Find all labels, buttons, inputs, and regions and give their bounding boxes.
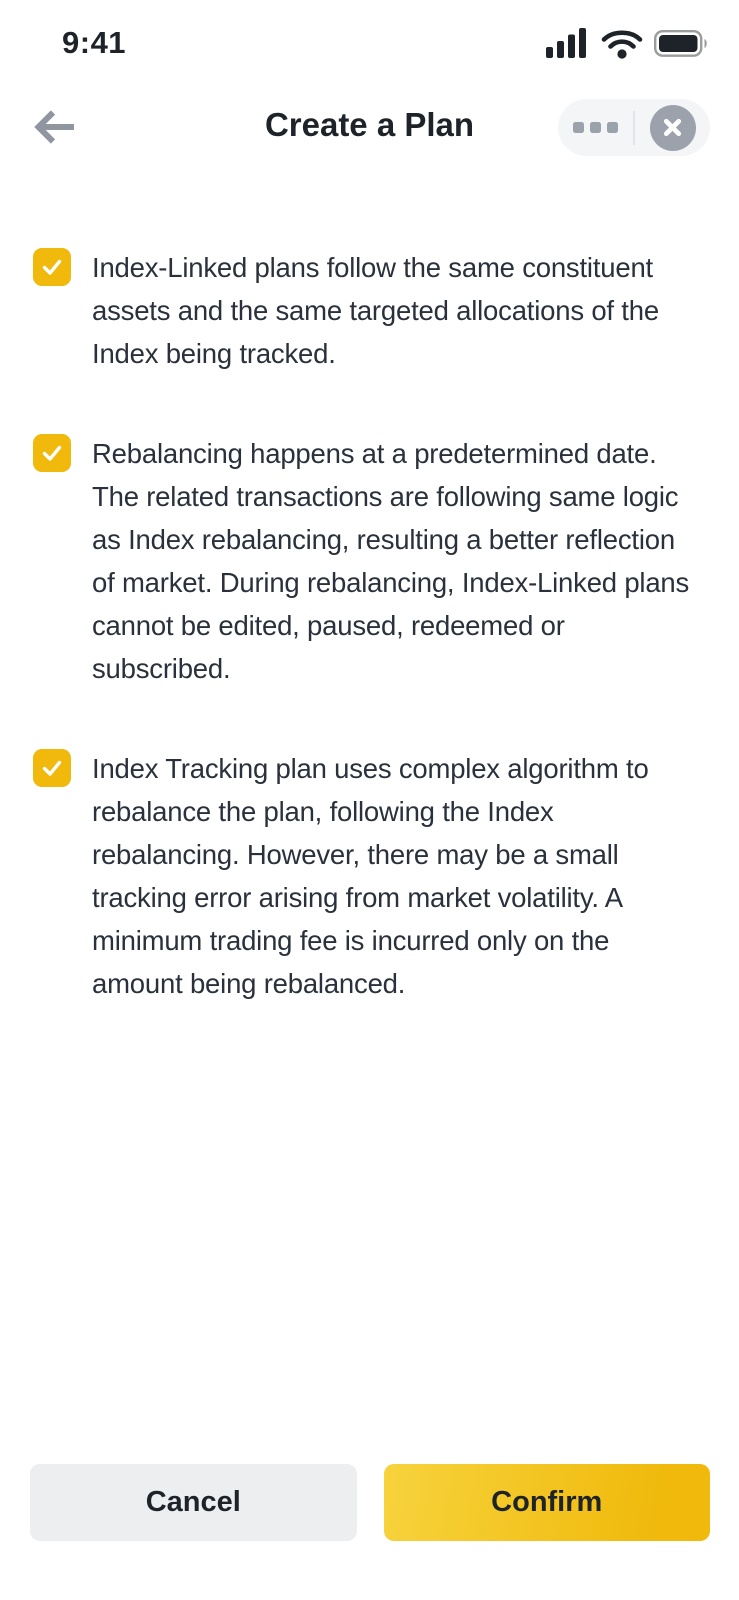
checklist-item-rebalancing-date bbox=[33, 432, 703, 690]
cancel-button[interactable]: Cancel bbox=[30, 1464, 357, 1541]
status-time: 9:41 bbox=[62, 25, 127, 60]
footer-actions bbox=[0, 1464, 739, 1541]
header-actions-pill bbox=[558, 99, 710, 156]
more-button[interactable] bbox=[558, 99, 633, 156]
checkbox-checked-icon[interactable] bbox=[33, 434, 71, 472]
checklist-item-text: Rebalancing happens at a predetermined date. The related transactions are following same logic as Index rebalancing, resulting a better reflection of market. During rebalancing, Index-Linked plans cannot be edited, paused, redeemed or subscribed. bbox=[92, 438, 690, 684]
wifi-icon bbox=[601, 28, 643, 59]
checkbox-checked-icon[interactable] bbox=[33, 749, 71, 787]
status-bar bbox=[0, 20, 739, 66]
arrow-left-icon bbox=[29, 134, 79, 149]
checklist-item-index-linked bbox=[33, 246, 703, 375]
checklist-item-text: Index-Linked plans follow the same constituent assets and the same targeted allocations of the Index being tracked. bbox=[92, 252, 659, 369]
confirm-button[interactable]: Confirm bbox=[384, 1464, 711, 1541]
close-button[interactable] bbox=[635, 99, 710, 156]
checkbox-checked-icon[interactable] bbox=[33, 248, 71, 286]
close-icon bbox=[650, 105, 696, 151]
disclaimer-checklist bbox=[33, 246, 703, 1062]
back-button[interactable] bbox=[27, 108, 81, 148]
header bbox=[0, 98, 739, 158]
checklist-item-tracking-error bbox=[33, 747, 703, 1005]
checklist-item-text: Index Tracking plan uses complex algorithm to rebalance the plan, following the Index rebalancing. However, there may be a small tracking error arising from market volatility. A minimum trading fee is incurred only on the amount being rebalanced. bbox=[92, 753, 649, 999]
ellipsis-icon bbox=[573, 122, 618, 133]
battery-icon bbox=[654, 30, 709, 57]
signal-icon bbox=[546, 28, 590, 58]
status-icons bbox=[546, 28, 709, 59]
page-title: Create a Plan bbox=[264, 106, 475, 143]
